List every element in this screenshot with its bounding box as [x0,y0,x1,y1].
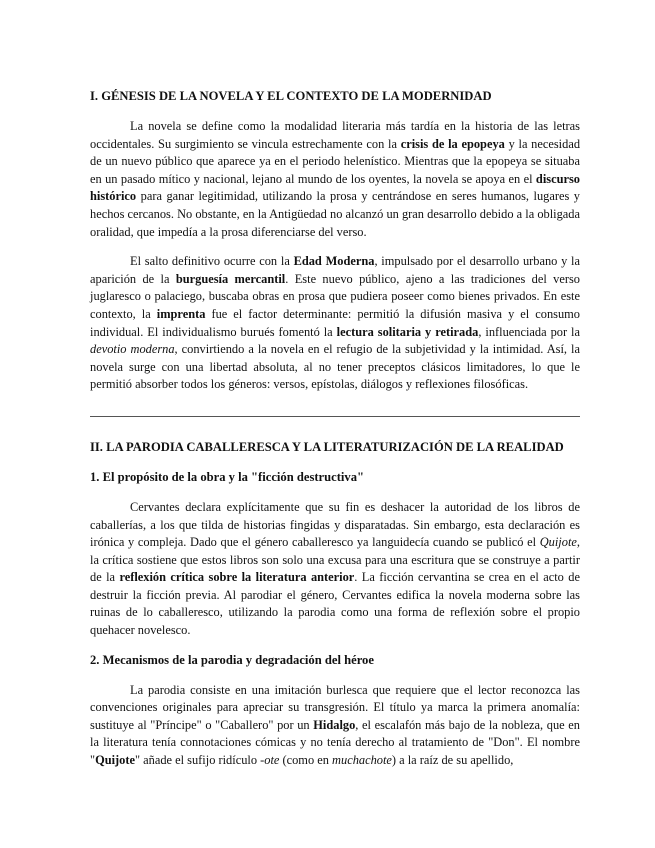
document-body [90,88,580,770]
subsection-1-paragraph: Cervantes declara explícitamente que su fin es deshacer la autoridad de los libros de caballerías, a los que tilda de historias fingidas y disparatadas. Sin embargo, esta declaración es irónica y compleja. Dado que el género caballeresco ya languidecía cuando se publicó el Quijote, la crítica sostiene que estos libros son solo una excusa para una escritura que se construye a partir de la reflexión crítica sobre la literatura anterior. La ficción cervantina se crea en el acto de destruir la ficción previa. Al parodiar el género, Cervantes edifica la novela moderna sobre las ruinas de lo caballeresco, utilizando la parodia como una forma de reflexión sobre el propio quehacer novelesco. [90,499,580,638]
section-1-paragraph-1: La novela se define como la modalidad literaria más tardía en la historia de las letras occidentales. Su surgimiento se vincula estrechamente con la crisis de la epopeya y la necesidad de un nuevo público que aparece ya en el periodo helenístico. Mientras que la epopeya se situaba en un pasado mítico y nacional, lejano al mundo de los oyentes, la novela se apoya en el discurso histórico para ganar legitimidad, utilizando la prosa y centrándose en seres humanos, lugares y hechos cercanos. No obstante, en la Antigüedad no alcanzó un gran desarrollo debido a la obligada oralidad, que impedía a la prosa diferenciarse del verso. [90,119,581,239]
section-2-heading: II. LA PARODIA CABALLERESCA Y LA LITERATURIZACIÓN DE LA REALIDAD [90,439,564,454]
subsection-2-heading: 2. Mecanismos de la parodia y degradación del héroe [90,652,374,667]
section-1-paragraph-2: El salto definitivo ocurre con la Edad Moderna, impulsado por el desarrollo urbano y la aparición de la burguesía mercantil. Este nuevo público, ajeno a las tradiciones del verso juglaresco o palaciego, buscaba obras en prosa que pudiera poseer como bienes privados. En este contexto, la imprenta fue el factor determinante: permitió la difusión masiva y el consumo individual. El individualismo buгués fomentó la lectura solitaria y retirada, influenciada por la devotio moderna, convirtiendo a la novela en el refugio de la subjetividad y la intimidad. Así, la novela surge con una libertad absoluta, al no tener preceptos clásicos limitadores, lo que le permitió absorber todos los géneros: versos, epístolas, diálogos y reflexiones filosóficas. [90,254,581,392]
section-1-heading: I. GÉNESIS DE LA NOVELA Y EL CONTEXTO DE LA MODERNIDAD [90,89,492,103]
subsection-1-heading: 1. El propósito de la obra y la "ficción destructiva" [90,469,365,484]
subsection-2-paragraph: La parodia consiste en una imitación burlesca que requiere que el lector reconozca las convenciones originales para apreciar su transgresión. El título ya marca la primera anomalía: sustituye al "Príncipe" o "Caballero" por un Hidalgo, el escalafón más bajo de la nobleza, que en la literatura tenía connotaciones cómicas y no tenía derecho al tratamiento de "Don". El nombre "Quijote" añade el sufijo ridículo -ote (como en muchachote) a la raíz de su apellido, [90,682,580,768]
